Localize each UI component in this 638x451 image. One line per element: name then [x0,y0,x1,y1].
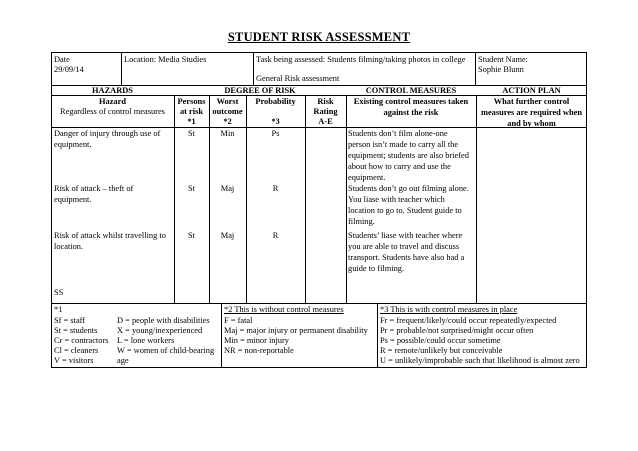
col-existing-controls: Existing control measures taken against the risk [353,97,469,117]
footer-note: SS [54,288,64,297]
legend-2-item: F = fatal [224,316,253,325]
col-persons: at risk [179,107,204,116]
divider [221,303,222,368]
legend-1-item: W = women of child-bearing [117,346,215,355]
legend-1-item: X = young/inexperienced [117,326,203,335]
row-hazard: Danger of injury through use of equipment. [54,129,161,149]
col-probability: *3 [271,117,280,126]
section-control-measures: CONTROL MEASURES [365,86,457,95]
row-worst: Maj [220,184,235,193]
section-degree-of-risk: DEGREE OF RISK [224,86,296,95]
legend-1-item: St = students [54,326,98,335]
date-label: Date [54,55,70,64]
row-control: Students’ liase with teacher where you are able to travel and discuss transport. Students have also had a guide to filming. [348,231,465,273]
legend-2-item: NR = non-reportable [224,346,294,355]
legend-2-item: Min = minor injury [224,336,289,345]
legend-2-item: Maj = major injury or permanent disability [224,326,368,335]
col-probability: Probability [255,97,296,106]
legend-2-header: *2 This is without control measures [224,305,344,314]
col-risk-rating: A-E [318,117,333,126]
row-probability: R [272,231,279,240]
location-text: Location: Media Studies [124,55,207,64]
legend-1-item: Sf = staff [54,316,86,325]
legend-1-item: V = visitors [54,356,94,365]
row-persons: St [188,129,195,138]
divider [377,303,378,368]
row-control: Students don’t film alone-one person isn’t made to carry all the equipment; students are also briefed about how to carry and use the equipment. [348,129,469,182]
divider [121,52,122,86]
row-control: Students don’t go out filming alone. You liase with teacher which location to go to. Student guide to filming. [348,184,469,226]
section-hazards: HAZARDS [92,86,133,95]
general-risk-text: General Risk assessment [256,74,340,83]
col-further-controls: What further control measures are required when and by whom [480,97,583,128]
col-worst-outcome: *2 [223,117,232,126]
col-persons: Persons [177,97,206,106]
legend-3-item: Fr = frequent/likely/could occur repeatedly/expected [380,316,557,325]
col-hazard-sub: Regardless of control measures [60,107,165,116]
row-persons: St [188,184,195,193]
legend-1-item: D = people with disabilities [117,316,210,325]
legend-3-item: R = remote/unlikely but conceivable [380,346,503,355]
legend-1-header: *1 [54,305,63,314]
legend-1-item: L = lone workers [117,336,175,345]
row-hazard: Risk of attack – theft of equipment. [54,184,134,204]
section-action-plan: ACTION PLAN [502,86,561,95]
legend-3-item: U = unlikely/improbable such that likelihood is almost zero [380,356,580,365]
task-text: Task being assessed: Students filming/taking photos in college [256,55,466,64]
student-name-value: Sophie Blunn [478,65,524,74]
legend-1-item: age [117,356,129,365]
date-value: 29/09/14 [54,65,84,74]
row-persons: St [188,231,195,240]
col-worst-outcome: outcome [212,107,243,116]
page-title: STUDENT RISK ASSESSMENT [227,30,411,44]
legend-3-item: Pr = probable/not surprised/might occur often [380,326,534,335]
legend-3-header: *3 This is with control measures in place [380,305,518,314]
legend-1-item: Cr = contractors [54,336,109,345]
col-persons: *1 [187,117,196,126]
legend-3-item: Ps = possible/could occur sometime [380,336,501,345]
row-worst: Min [220,129,235,138]
divider [253,52,254,86]
col-risk-rating: Risk [317,97,334,106]
row-hazard: Risk of attack whilst travelling to location. [54,231,166,251]
row-probability: Ps [271,129,280,138]
legend-1-item: Cl = cleaners [54,346,99,355]
divider [475,52,476,86]
col-risk-rating: Rating [313,107,338,116]
row-worst: Maj [220,231,235,240]
student-name-label: Student Name: [478,55,529,64]
row-probability: R [272,184,279,193]
col-hazard-title: Hazard [99,97,126,106]
col-worst-outcome: Worst [216,97,239,106]
